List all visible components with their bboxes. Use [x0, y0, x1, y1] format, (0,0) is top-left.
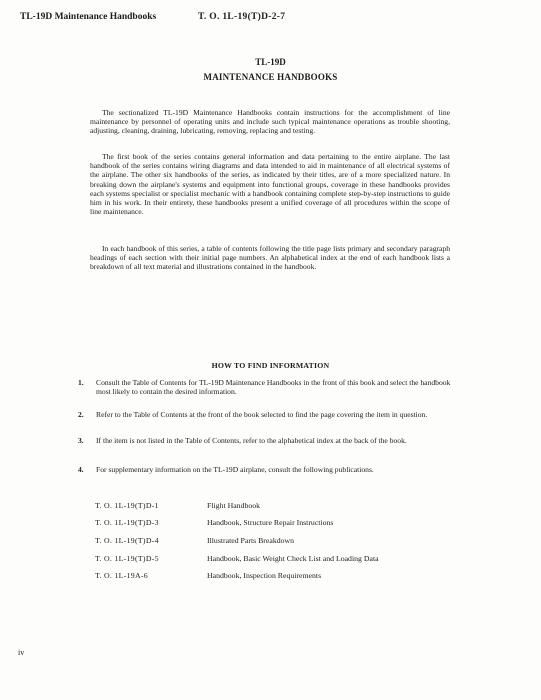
list-number: 2. — [78, 410, 84, 419]
list-item — [78, 436, 407, 445]
list-text: Refer to the Table of Contents at the front of the book selected to find the page covering the item in question. — [96, 410, 428, 419]
page-number: iv — [18, 648, 25, 657]
header-left: TL-19D Maintenance Handbooks — [20, 12, 157, 22]
list-item — [78, 378, 458, 396]
publication-title: Handbook, Basic Weight Check List and Loading Data — [207, 554, 379, 563]
section-heading: HOW TO FIND INFORMATION — [211, 361, 330, 370]
list-number: 4. — [78, 465, 84, 474]
paragraph — [90, 108, 450, 136]
paragraph-text: The sectionalized TL-19D Maintenance Handbooks contain instructions for the accomplishment of line maintenance by personnel of operating units and include such typical maintenance operations as trouble shooting, adjusting, cleaning, draining, lubricating, removing, replacing and testing. — [90, 108, 450, 136]
list-number: 1. — [78, 378, 84, 387]
publication-title: Handbook, Inspection Requirements — [207, 571, 322, 580]
publication-code: T. O. 1L-19(T)D-3 — [95, 518, 159, 527]
doc-title: TL-19D — [255, 57, 286, 67]
paragraph — [90, 244, 450, 272]
list-item — [78, 465, 374, 474]
publication-code: T. O. 1L-19(T)D-5 — [95, 554, 159, 563]
header-center: T. O. 1L-19(T)D-2-7 — [198, 12, 286, 22]
publication-code: T. O. 1L-19(T)D-1 — [95, 501, 159, 510]
paragraph-text: In each handbook of this series, a table of contents following the title page lists primary and secondary paragraph headings of each section with their initial page numbers. An alphabetical index at the end of each handbook lists a breakdown of all text material and illustrations contained in the handbook. — [90, 244, 450, 272]
list-text: Consult the Table of Contents for TL-19D Maintenance Handbooks in the front of this book and select the handbook most likely to contain the desired information. — [96, 378, 451, 397]
list-text: For supplementary information on the TL-19D airplane, consult the following publications. — [96, 465, 374, 474]
list-number: 3. — [78, 436, 84, 445]
paragraph-text: The first book of the series contains general information and data pertaining to the entire airplane. The last handbook of the series contains wiring diagrams and data intended to aid in maintenance of all electrical systems of the airplane. The other six handbooks of the series, as indicated by their titles, are of a more specialized nature. In breaking down the airplane's systems and equipment into functional groups, coverage in these handbooks provides each systems specialist or specialist mechanic with a handbook containing complete step-by-step instructions to guide him in his work. In their entirety, these handbooks present a unified coverage of all procedures within the scope of line maintenance. — [90, 152, 450, 217]
publication-title: Handbook, Structure Repair Instructions — [207, 518, 334, 527]
paragraph — [90, 152, 450, 216]
publication-title: Illustrated Parts Breakdown — [207, 536, 295, 545]
publication-code: T. O. 1L-19A-6 — [95, 571, 148, 580]
list-item — [78, 410, 427, 419]
publication-title: Flight Handbook — [207, 501, 261, 510]
doc-subtitle: MAINTENANCE HANDBOOKS — [203, 72, 338, 82]
list-text: If the item is not listed in the Table of Contents, refer to the alphabetical index at the back of the book. — [96, 436, 407, 445]
publication-code: T. O. 1L-19(T)D-4 — [95, 536, 159, 545]
